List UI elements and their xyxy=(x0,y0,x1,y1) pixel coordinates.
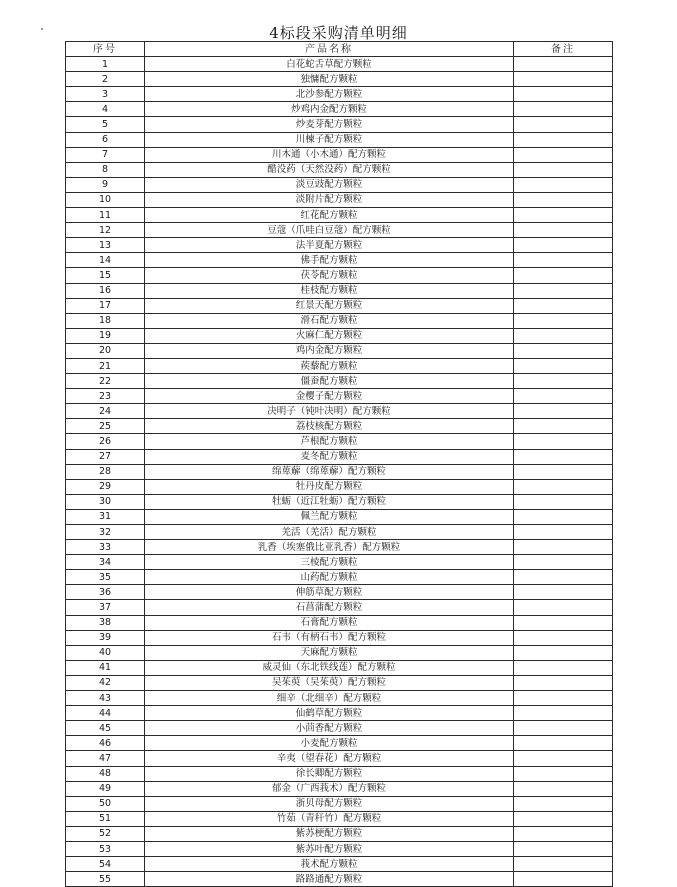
row-number-cell: 11 xyxy=(66,208,145,223)
table-row xyxy=(66,87,613,102)
product-name-cell: 三棱配方颗粒 xyxy=(145,555,514,570)
product-name-cell: 佩兰配方颗粒 xyxy=(145,509,514,524)
table-row xyxy=(66,509,613,524)
note-cell xyxy=(514,102,613,117)
note-cell xyxy=(514,509,613,524)
table-row xyxy=(66,766,613,781)
row-number-cell: 14 xyxy=(66,253,145,268)
table-row xyxy=(66,857,613,872)
table-row xyxy=(66,117,613,132)
note-cell xyxy=(514,283,613,298)
product-name-cell: 小茴香配方颗粒 xyxy=(145,721,514,736)
row-number-cell: 43 xyxy=(66,691,145,706)
note-cell xyxy=(514,766,613,781)
row-number-cell: 1 xyxy=(66,57,145,72)
row-number-cell: 48 xyxy=(66,766,145,781)
note-cell xyxy=(514,630,613,645)
product-name-cell: 僵蚕配方颗粒 xyxy=(145,374,514,389)
product-name-cell: 牡丹皮配方颗粒 xyxy=(145,479,514,494)
note-cell xyxy=(514,313,613,328)
table-row xyxy=(66,525,613,540)
row-number-cell: 28 xyxy=(66,464,145,479)
row-number-cell: 26 xyxy=(66,434,145,449)
table-row xyxy=(66,389,613,404)
note-cell xyxy=(514,706,613,721)
table-row xyxy=(66,298,613,313)
row-number-cell: 52 xyxy=(66,826,145,841)
table-row xyxy=(66,540,613,555)
row-number-cell: 30 xyxy=(66,494,145,509)
note-cell xyxy=(514,615,613,630)
note-cell xyxy=(514,811,613,826)
column-header-name: 产品名称 xyxy=(145,42,514,57)
note-cell xyxy=(514,358,613,373)
row-number-cell: 44 xyxy=(66,706,145,721)
row-number-cell: 25 xyxy=(66,419,145,434)
table-row xyxy=(66,615,613,630)
note-cell xyxy=(514,72,613,87)
note-cell xyxy=(514,540,613,555)
note-cell xyxy=(514,479,613,494)
product-name-cell: 川楝子配方颗粒 xyxy=(145,132,514,147)
row-number-cell: 54 xyxy=(66,857,145,872)
product-name-cell: 鸡内金配方颗粒 xyxy=(145,343,514,358)
row-number-cell: 9 xyxy=(66,177,145,192)
note-cell xyxy=(514,675,613,690)
note-cell xyxy=(514,162,613,177)
table-row xyxy=(66,570,613,585)
table-row xyxy=(66,660,613,675)
note-cell xyxy=(514,736,613,751)
note-cell xyxy=(514,449,613,464)
row-number-cell: 21 xyxy=(66,358,145,373)
note-cell xyxy=(514,389,613,404)
row-number-cell: 12 xyxy=(66,223,145,238)
note-cell xyxy=(514,268,613,283)
row-number-cell: 2 xyxy=(66,72,145,87)
note-cell xyxy=(514,872,613,887)
note-cell xyxy=(514,419,613,434)
product-name-cell: 芦根配方颗粒 xyxy=(145,434,514,449)
product-name-cell: 桂枝配方颗粒 xyxy=(145,283,514,298)
row-number-cell: 39 xyxy=(66,630,145,645)
product-name-cell: 金樱子配方颗粒 xyxy=(145,389,514,404)
table-row xyxy=(66,479,613,494)
table-row xyxy=(66,675,613,690)
product-name-cell: 威灵仙（东北铁线莲）配方颗粒 xyxy=(145,660,514,675)
product-name-cell: 白花蛇舌草配方颗粒 xyxy=(145,57,514,72)
note-cell xyxy=(514,253,613,268)
row-number-cell: 55 xyxy=(66,872,145,887)
note-cell xyxy=(514,328,613,343)
row-number-cell: 23 xyxy=(66,389,145,404)
product-name-cell: 火麻仁配方颗粒 xyxy=(145,328,514,343)
table-row xyxy=(66,841,613,856)
page-title: 4标段采购清单明细 xyxy=(269,24,408,42)
product-name-cell: 石膏配方颗粒 xyxy=(145,615,514,630)
table-row xyxy=(66,313,613,328)
product-name-cell: 滑石配方颗粒 xyxy=(145,313,514,328)
table-row xyxy=(66,253,613,268)
product-name-cell: 山药配方颗粒 xyxy=(145,570,514,585)
table-row xyxy=(66,811,613,826)
product-name-cell: 徐长卿配方颗粒 xyxy=(145,766,514,781)
product-name-cell: 紫苏叶配方颗粒 xyxy=(145,841,514,856)
table-row xyxy=(66,223,613,238)
product-name-cell: 淡附片配方颗粒 xyxy=(145,192,514,207)
product-name-cell: 辛夷（望春花）配方颗粒 xyxy=(145,751,514,766)
note-cell xyxy=(514,464,613,479)
row-number-cell: 47 xyxy=(66,751,145,766)
product-name-cell: 仙鹤草配方颗粒 xyxy=(145,706,514,721)
table-row xyxy=(66,691,613,706)
row-number-cell: 15 xyxy=(66,268,145,283)
note-cell xyxy=(514,857,613,872)
table-row xyxy=(66,419,613,434)
table-row xyxy=(66,404,613,419)
note-cell xyxy=(514,555,613,570)
note-cell xyxy=(514,192,613,207)
note-cell xyxy=(514,57,613,72)
product-name-cell: 炒麦芽配方颗粒 xyxy=(145,117,514,132)
table-row xyxy=(66,600,613,615)
row-number-cell: 6 xyxy=(66,132,145,147)
product-name-cell: 莪术配方颗粒 xyxy=(145,857,514,872)
table-row xyxy=(66,736,613,751)
note-cell xyxy=(514,208,613,223)
table-row xyxy=(66,268,613,283)
table-row xyxy=(66,192,613,207)
note-cell xyxy=(514,177,613,192)
table-row xyxy=(66,706,613,721)
table-row xyxy=(66,283,613,298)
product-name-cell: 茯苓配方颗粒 xyxy=(145,268,514,283)
table-row xyxy=(66,872,613,887)
product-name-cell: 绵萆薢（绵萆薢）配方颗粒 xyxy=(145,464,514,479)
row-number-cell: 5 xyxy=(66,117,145,132)
row-number-cell: 27 xyxy=(66,449,145,464)
table-row xyxy=(66,781,613,796)
table-row xyxy=(66,147,613,162)
note-cell xyxy=(514,494,613,509)
table-row xyxy=(66,449,613,464)
note-cell xyxy=(514,132,613,147)
row-number-cell: 37 xyxy=(66,600,145,615)
row-number-cell: 46 xyxy=(66,736,145,751)
row-number-cell: 4 xyxy=(66,102,145,117)
table-row xyxy=(66,374,613,389)
product-name-cell: 小麦配方颗粒 xyxy=(145,736,514,751)
note-cell xyxy=(514,826,613,841)
note-cell xyxy=(514,796,613,811)
note-cell xyxy=(514,434,613,449)
product-name-cell: 独慵配方颗粒 xyxy=(145,72,514,87)
note-cell xyxy=(514,841,613,856)
note-cell xyxy=(514,223,613,238)
row-number-cell: 3 xyxy=(66,87,145,102)
row-number-cell: 45 xyxy=(66,721,145,736)
table-row xyxy=(66,751,613,766)
table-row xyxy=(66,208,613,223)
table-row xyxy=(66,328,613,343)
table-row xyxy=(66,132,613,147)
note-cell xyxy=(514,751,613,766)
note-cell xyxy=(514,117,613,132)
product-name-cell: 牡蛎（近江牡蛎）配方颗粒 xyxy=(145,494,514,509)
note-cell xyxy=(514,660,613,675)
table-row xyxy=(66,585,613,600)
table-row xyxy=(66,464,613,479)
row-number-cell: 18 xyxy=(66,313,145,328)
row-number-cell: 38 xyxy=(66,615,145,630)
product-name-cell: 决明子（钝叶决明）配方颗粒 xyxy=(145,404,514,419)
column-header-note: 备注 xyxy=(514,42,613,57)
table-row xyxy=(66,57,613,72)
note-cell xyxy=(514,525,613,540)
product-name-cell: 蒺藜配方颗粒 xyxy=(145,358,514,373)
table-row xyxy=(66,826,613,841)
row-number-cell: 20 xyxy=(66,343,145,358)
note-cell xyxy=(514,570,613,585)
note-cell xyxy=(514,404,613,419)
row-number-cell: 16 xyxy=(66,283,145,298)
product-name-cell: 豆蔻（爪哇白豆蔻）配方颗粒 xyxy=(145,223,514,238)
row-number-cell: 41 xyxy=(66,660,145,675)
table-row xyxy=(66,630,613,645)
procurement-table xyxy=(65,41,613,887)
table-row xyxy=(66,494,613,509)
product-name-cell: 细辛（北细辛）配方颗粒 xyxy=(145,691,514,706)
column-header-seq: 序号 xyxy=(66,42,145,57)
row-number-cell: 17 xyxy=(66,298,145,313)
row-number-cell: 8 xyxy=(66,162,145,177)
product-name-cell: 淡豆豉配方颗粒 xyxy=(145,177,514,192)
product-name-cell: 红景天配方颗粒 xyxy=(145,298,514,313)
table-row xyxy=(66,645,613,660)
product-name-cell: 天麻配方颗粒 xyxy=(145,645,514,660)
row-number-cell: 49 xyxy=(66,781,145,796)
table-body xyxy=(66,57,613,887)
product-name-cell: 炒鸡内金配方颗粒 xyxy=(145,102,514,117)
note-cell xyxy=(514,343,613,358)
table-row xyxy=(66,434,613,449)
product-name-cell: 路路通配方颗粒 xyxy=(145,872,514,887)
product-name-cell: 乳香（埃塞俄比亚乳香）配方颗粒 xyxy=(145,540,514,555)
product-name-cell: 石韦（有柄石韦）配方颗粒 xyxy=(145,630,514,645)
product-name-cell: 吴茱萸（吴茱萸）配方颗粒 xyxy=(145,675,514,690)
row-number-cell: 36 xyxy=(66,585,145,600)
note-cell xyxy=(514,645,613,660)
note-cell xyxy=(514,374,613,389)
table-row xyxy=(66,72,613,87)
row-number-cell: 24 xyxy=(66,404,145,419)
note-cell xyxy=(514,691,613,706)
table-header-row xyxy=(66,42,613,57)
row-number-cell: 10 xyxy=(66,192,145,207)
table-row xyxy=(66,721,613,736)
note-cell xyxy=(514,781,613,796)
product-name-cell: 川木通（小木通）配方颗粒 xyxy=(145,147,514,162)
note-cell xyxy=(514,238,613,253)
note-cell xyxy=(514,87,613,102)
product-name-cell: 伸筋草配方颗粒 xyxy=(145,585,514,600)
table-row xyxy=(66,177,613,192)
row-number-cell: 32 xyxy=(66,525,145,540)
product-name-cell: 浙贝母配方颗粒 xyxy=(145,796,514,811)
note-cell xyxy=(514,600,613,615)
product-name-cell: 竹茹（青秆竹）配方颗粒 xyxy=(145,811,514,826)
product-name-cell: 法半夏配方颗粒 xyxy=(145,238,514,253)
row-number-cell: 40 xyxy=(66,645,145,660)
row-number-cell: 22 xyxy=(66,374,145,389)
product-name-cell: 紫苏梗配方颗粒 xyxy=(145,826,514,841)
note-cell xyxy=(514,147,613,162)
note-cell xyxy=(514,721,613,736)
product-name-cell: 佛手配方颗粒 xyxy=(145,253,514,268)
product-name-cell: 麦冬配方颗粒 xyxy=(145,449,514,464)
product-name-cell: 醋没药（天然没药）配方颗粒 xyxy=(145,162,514,177)
table-row xyxy=(66,555,613,570)
row-number-cell: 13 xyxy=(66,238,145,253)
table-row xyxy=(66,796,613,811)
product-name-cell: 北沙参配方颗粒 xyxy=(145,87,514,102)
row-number-cell: 34 xyxy=(66,555,145,570)
table-row xyxy=(66,102,613,117)
row-number-cell: 50 xyxy=(66,796,145,811)
row-number-cell: 42 xyxy=(66,675,145,690)
row-number-cell: 33 xyxy=(66,540,145,555)
row-number-cell: 31 xyxy=(66,509,145,524)
row-number-cell: 35 xyxy=(66,570,145,585)
product-name-cell: 荔枝核配方颗粒 xyxy=(145,419,514,434)
row-number-cell: 53 xyxy=(66,841,145,856)
table-row xyxy=(66,162,613,177)
product-name-cell: 红花配方颗粒 xyxy=(145,208,514,223)
row-number-cell: 19 xyxy=(66,328,145,343)
row-number-cell: 7 xyxy=(66,147,145,162)
row-number-cell: 51 xyxy=(66,811,145,826)
table-row xyxy=(66,343,613,358)
note-cell xyxy=(514,298,613,313)
table-row xyxy=(66,358,613,373)
note-cell xyxy=(514,585,613,600)
product-name-cell: 羌活（羌活）配方颗粒 xyxy=(145,525,514,540)
row-number-cell: 29 xyxy=(66,479,145,494)
product-name-cell: 郁金（广西莪术）配方颗粒 xyxy=(145,781,514,796)
table-row xyxy=(66,238,613,253)
product-name-cell: 石菖蒲配方颗粒 xyxy=(145,600,514,615)
